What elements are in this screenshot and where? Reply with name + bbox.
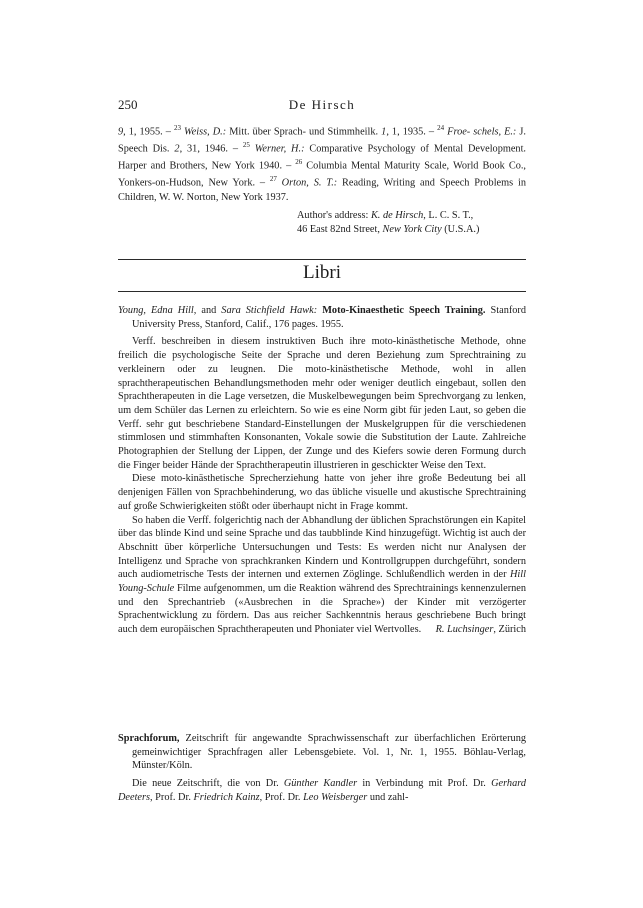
ref-text: , 1, 1955. – <box>123 126 174 138</box>
review-authors: Young, Edna Hill, <box>118 305 197 316</box>
ref-text: Comparative Psychology of <box>304 143 429 155</box>
running-title: De Hirsch <box>288 97 356 112</box>
page-header <box>118 97 526 113</box>
ref-volume: 1 <box>381 126 387 138</box>
section-rule-top <box>118 259 526 260</box>
reference-list <box>118 122 526 204</box>
ref-author: schels, E.: <box>473 126 517 138</box>
review-paragraph: Diese moto-kinästhetische Sprecherziehung hatte von jeher ihre große Bedeutung bei all denjenigen Fällen von Sprachbehinderung, wo das übliche visuelle und akustische Sprechtraining auf große Schwierigkeiten stößt oder überhaupt nicht in Frage kommt. <box>118 473 526 512</box>
ref-number: 23 <box>173 124 181 132</box>
review-text: , Prof. Dr. <box>150 791 194 803</box>
ref-volume: 9 <box>118 126 124 138</box>
person-name: Leo Weisberger <box>303 791 368 803</box>
review-citation <box>118 732 526 773</box>
address-prefix: Author's address: <box>297 210 371 221</box>
reviewer-name: R. Luchsinger <box>435 624 494 636</box>
ref-author: Werner, H.: <box>254 143 305 155</box>
ref-text: Maturity Scale, World Book Co., Yonkers-on-Hudson, New York. – <box>118 160 527 189</box>
review-coauthor: Sara Stichfield Hawk: <box>221 305 318 316</box>
ref-author: Orton, <box>281 177 309 189</box>
ref-number: 24 <box>437 124 445 132</box>
review-paragraph: Verff. beschreiben in diesem instruktiven Buch ihre moto-kinästhetische Methode, ohne freilich die psychologische Seite der Sprache und deren Beziehung zum Sprechtraining zu verkleinern oder zu leugnen. Die moto-kinästhetische Methode, wohl in allen sprachtherapeutischen Behandlungsmethoden mehr oder weniger deutlich eingebaut, sollen den Sprachtherapeuten in die Lage versetzen, die Muskelbewegungen beim Sprechvorgang zu lenken, um dem Schüler das Lernen zu erleichtern. So wie es eine Norm gibt für jeden Laut, so geben die Verff. sehr gut beschriebene Standard-Einstellungen der Muskelgruppen für die verschiedenen stimmlosen und stimmhaften Konsonanten, Vokale sowie die Substitution der Laute. Zahlreiche Photographien der Stellung der Lippen, der Zunge und des Kiefers sowie deren Formung durch die Finger beider Hände der Sprachtherapeutin illustrieren in geschickter Weise den Text. <box>118 336 526 471</box>
reviewer-signature <box>422 623 526 637</box>
address-line-2 <box>297 223 537 237</box>
section-rule-bottom <box>118 291 526 292</box>
author-address <box>297 209 537 237</box>
address-country: (U.S.A.) <box>441 224 480 235</box>
review-publisher: Zeitschrift für angewandte Sprachwissenschaft zur überfachlichen Erörterung gemeinwichtiger Sprachfragen aller Lebensgebiete. Vol. 1, Nr. 1, 1955. Böhlau-Verlag, Münster/Köln. <box>132 733 526 772</box>
review-text: Die neue Zeitschrift, die von Dr. <box>132 778 284 790</box>
person-name: Günther Kandler <box>283 778 358 790</box>
person-name: Friedrich Kainz <box>193 791 260 803</box>
address-line-1 <box>297 209 537 223</box>
ref-text: , 1, 1935. – <box>386 126 438 138</box>
review-text: So haben die Verff. folgerichtig nach der Abhandlung der üblichen Sprachstörungen ein Kapitel über das blinde Kind und seine Sprache und das taubblinde Kind hinzugefügt. Wichtig ist auch der Abschnitt über körperliche Untersuchungen und Tests: Es werden nicht nur Analysen der Intelligenz und Sprache von sprachkranken Kindern und Kontrollgruppen durchgeführt, sondern auch audiometrische Tests der internen und externen Zöglinge. Schlußendlich werden in der <box>118 514 526 581</box>
address-suffix: , L. C. S. T., <box>423 210 474 221</box>
ref-author: Froe- <box>447 126 471 138</box>
review-text: in Verbindung mit Prof. Dr. <box>357 778 492 790</box>
review-citation <box>118 304 526 331</box>
review-text: und zahl- <box>367 791 409 803</box>
review-text: Filme aufgenommen, um die Reaktion während des Sprechtrainings kennenzulernen und den Sprechantrieb («Ausbrechen in die Sprache») der Kinder mit verzögerter Sprachentwicklung zu fördern. Das aus reicher Sachkenntnis heraus geschriebene Buch bringt auch dem europäischen Sprachtherapeuten und Phoniater viel Wertvolles. <box>118 583 526 636</box>
review-journal-title: Sprachforum, <box>118 733 180 744</box>
review-young-hawk <box>118 304 526 637</box>
review-book-title: Moto-Kinaesthetic Speech Training. <box>317 305 486 316</box>
ref-text: York 1937. <box>242 191 289 203</box>
ref-text: Reading, Writing and Speech Problems in Children, W. W. Norton, New <box>118 177 526 203</box>
person-name: Gerhard Deeters <box>118 778 526 803</box>
ref-text: Columbia Mental <box>302 160 381 172</box>
review-connector: and <box>196 305 222 316</box>
address-street: 46 East 82nd Street, <box>297 224 383 235</box>
ref-number: 25 <box>242 141 250 150</box>
address-name: K. de Hirsch <box>370 210 424 221</box>
ref-text: , 31, 1946. – <box>179 143 243 155</box>
address-city: New York City <box>382 224 442 235</box>
ref-author: S. T.: <box>313 177 338 189</box>
ref-number: 26 <box>295 158 303 167</box>
review-emphasis: Hill Young-Schule <box>118 569 526 595</box>
ref-text: Mental Development. Harper and Brothers, New York 1940. – <box>118 143 527 172</box>
ref-number: 27 <box>269 175 277 184</box>
review-publisher: Stanford University Press, Stanford, Calif., 176 pages. 1955. <box>132 305 526 330</box>
references-continued <box>118 122 526 204</box>
review-paragraph <box>118 514 526 637</box>
ref-text: J. Speech Dis. <box>118 126 526 155</box>
ref-author: Weiss, D.: <box>184 126 227 138</box>
review-text: , Prof. Dr. <box>259 791 304 803</box>
section-title: Libri <box>303 262 341 283</box>
page-number: 250 <box>118 97 138 112</box>
reviewer-place: , Zürich <box>493 624 526 636</box>
ref-text: Mitt. über Sprach- und Stimmheilk. <box>226 126 382 138</box>
review-sprachforum <box>118 732 526 805</box>
ref-volume: 2 <box>174 143 180 155</box>
review-paragraph <box>118 777 526 804</box>
